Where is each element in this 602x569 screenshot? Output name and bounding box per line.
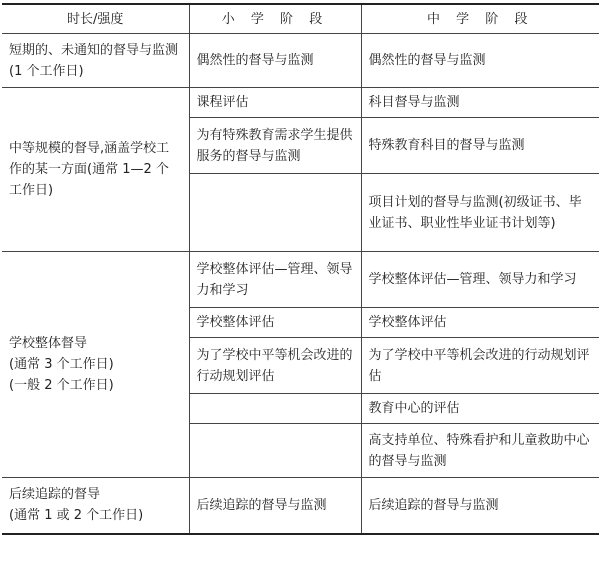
cell-primary: 课程评估	[189, 88, 361, 118]
group-label-short: 短期的、未通知的督导与监测(1 个工作日)	[2, 34, 189, 88]
cell-primary-empty	[189, 394, 361, 424]
group-label-line: (通常 3 个工作日)	[9, 357, 114, 372]
group-label-line: (通常 1 或 2 个工作日)	[9, 508, 144, 524]
cell-primary-empty	[189, 424, 361, 478]
group-label-follow-up	[2, 478, 189, 534]
cell-primary: 学校整体评估—管理、领导力和学习	[189, 252, 361, 308]
cell-secondary: 学校整体评估	[361, 308, 599, 338]
cell-primary-empty	[189, 174, 361, 252]
cell-secondary: 学校整体评估—管理、领导力和学习	[361, 252, 599, 308]
header-intensity: 时长/强度	[2, 4, 189, 34]
cell-primary: 为了学校中平等机会改进的行动规划评估	[189, 338, 361, 394]
table-row	[2, 34, 599, 88]
cell-primary: 为有特殊教育需求学生提供服务的督导与监测	[189, 118, 361, 174]
cell-secondary: 偶然性的督导与监测	[361, 34, 599, 88]
table-row	[2, 478, 599, 534]
header-primary: 小 学 阶 段	[189, 4, 361, 34]
cell-secondary: 高支持单位、特殊看护和儿童救助中心的督导与监测	[361, 424, 599, 478]
header-row	[2, 4, 599, 34]
cell-primary: 偶然性的督导与监测	[189, 34, 361, 88]
group-label-line: 学校整体督导	[9, 336, 88, 351]
table-row	[2, 88, 599, 118]
cell-secondary: 项目计划的督导与监测(初级证书、毕业证书、职业性毕业证书计划等)	[361, 174, 599, 252]
group-label-medium: 中等规模的督导,涵盖学校工作的某一方面(通常 1—2 个工作日)	[2, 88, 189, 252]
table-row	[2, 252, 599, 308]
cell-secondary: 后续追踪的督导与监测	[361, 478, 599, 534]
cell-primary: 学校整体评估	[189, 308, 361, 338]
cell-primary: 后续追踪的督导与监测	[189, 478, 361, 534]
group-label-line: (一般 2 个工作日)	[9, 378, 114, 393]
group-label-whole-school	[2, 252, 189, 478]
cell-secondary: 特殊教育科目的督导与监测	[361, 118, 599, 174]
header-secondary: 中 学 阶 段	[361, 4, 599, 34]
cell-secondary: 教育中心的评估	[361, 394, 599, 424]
cell-secondary: 科目督导与监测	[361, 88, 599, 118]
cell-secondary: 为了学校中平等机会改进的行动规划评估	[361, 338, 599, 394]
group-label-line: 后续追踪的督导	[9, 487, 101, 503]
supervision-table	[2, 3, 599, 535]
